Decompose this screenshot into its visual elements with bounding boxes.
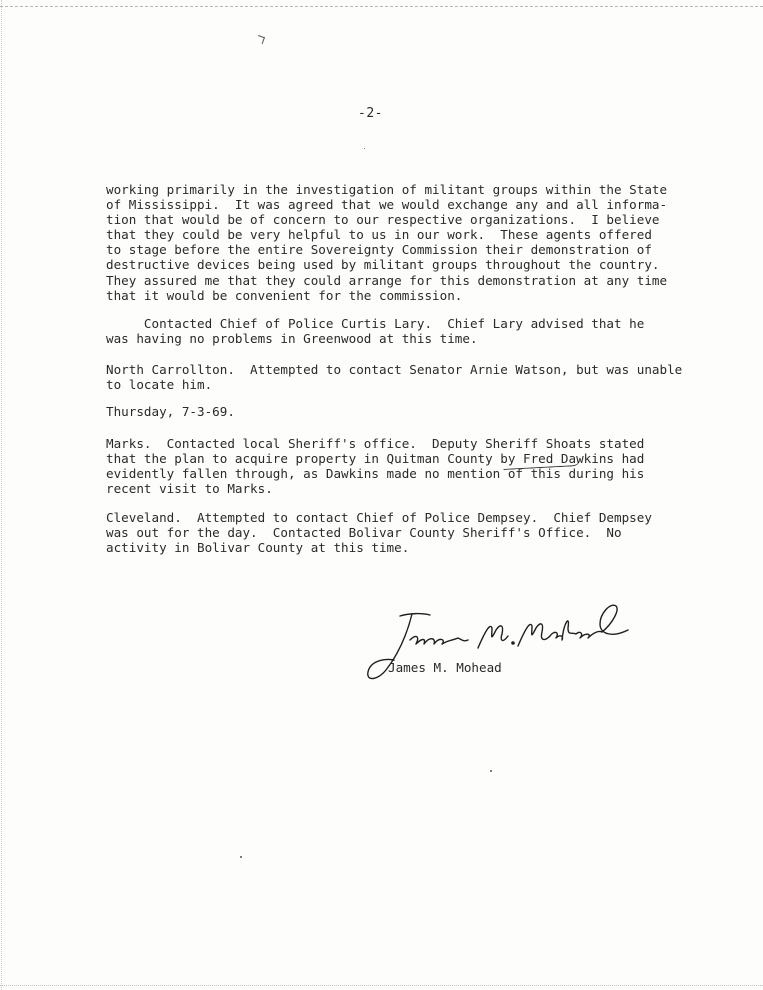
scan-left-edge <box>1 0 3 990</box>
scan-speck <box>490 770 492 772</box>
typed-signature-name: James M. Mohead <box>388 660 502 675</box>
paragraph-date: Thursday, 7-3-69. <box>106 404 235 419</box>
paragraph-marks: Marks. Contacted local Sheriff's office. Deputy Sheriff Shoats stated that the plan to acquire property in Quitman County by Fred Dawkins had evidently fallen through, as Dawkins made no mention of this during his recent visit to Marks. <box>106 436 645 497</box>
handwritten-signature <box>350 600 640 690</box>
paragraph-greenwood: Contacted Chief of Police Curtis Lary. Chief Lary advised that he was having no problems in Greenwood at this time. <box>106 316 645 347</box>
paragraph-militant-groups: working primarily in the investigation of militant groups within the State of Mississippi. It was agreed that we would exchange any and all informa- tion that would be of concern to our respective organizations. I believe that they could be very helpful to us in our work. These agents offered to stage before the entire Sovereignty Commission their demonstration of destructive devices being used by militant groups throughout the country. They assured me that they could arrange for this demonstration at any time that it would be convenient for the commission. <box>106 182 668 303</box>
page-number: -2- <box>358 106 383 121</box>
paragraph-cleveland: Cleveland. Attempted to contact Chief of Police Dempsey. Chief Dempsey was out for the day. Contacted Bolivar County Sheriff's Office. No activity in Bolivar County at this time. <box>106 510 652 556</box>
scan-top-edge <box>0 0 763 7</box>
scan-speck <box>364 148 365 149</box>
paragraph-north-carrollton: North Carrollton. Attempted to contact Senator Arnie Watson, but was unable to locate him. <box>106 362 683 393</box>
scan-speck <box>240 856 242 858</box>
pen-mark <box>256 35 265 44</box>
scan-bottom-edge <box>0 985 763 987</box>
